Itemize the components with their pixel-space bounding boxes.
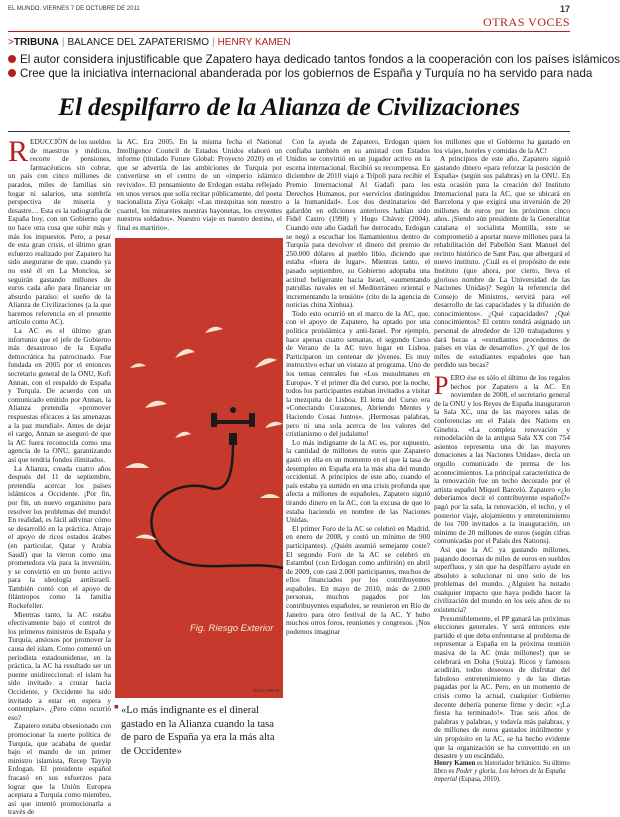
chevron-right-icon: > xyxy=(8,37,14,48)
paragraph: Zapatero estaba obsesionado con promocionar la suerte política de Turquía, que acababa de quedar bajo el mando de un primer ministro islamista, Recep Tayyip Erdogan. El presidente español fracasó en sus esfuerzos para lograr que la Unión Europea aceptara a Turquía como miembro, así que intentó promocionarla a través de xyxy=(8,721,111,817)
tribuna-topic: BALANCE DEL ZAPATERISMO xyxy=(67,37,209,48)
paragraph: los millones que el Gobierno ha gastado en los viajes, hoteles y comidas de la AC! xyxy=(434,137,570,155)
article-column-3 xyxy=(286,138,430,790)
separator: | xyxy=(61,37,65,48)
tribuna-row xyxy=(8,37,291,48)
headline-rule xyxy=(8,131,570,132)
paragraph-text: ERO ése es sólo el último de los regalos hechos por Zapatero a la AC. En noviembre de 2008, el secretario general de la ONU y los Reyes de España inauguraron la Sala XC, una de las mayores salas de conferencias en el Palais des Nations en Ginebra. «La completa renovación y remodelación de la antigua Sala XX con 754 asientos representa una de las mayores donaciones a las Naciones Unidas», decía un orgullo comunicado de prensa de los acontecimientos. La principal característica de la renovación fue un techo decorado por el artista español Miquel Barceló. Zapatero «¿lo deberíamos decir el contribuyente español?» pagó por la sala, la renovación, el techo, y el posterior viaje, alojamiento y entretenimiento de los 700 invitados a la inauguración, un mínimo de 20 millones de euros (según cifras comunicadas por el Palais des Nations). xyxy=(434,373,570,546)
paragraph: la AC. Era 2005. En la misma fecha el National Intelligence Council de Estados Unidos elaboró un informe (titulado Future Global: Proyecto 2020) en el que se advertía de las ambiciones de Turquía por convertirse en el centro de un «imperio islámico revivido». El pensamiento de Erdogan estaba reflejado en unos versos que solía recitar públicamente, del poeta nacionalista Ziya Gokalp: «Las mezquitas son nuestro cuartel, los minaretes nuestras bayonetas, los creyentes nuestros soldados». Nuestro viaje es nuestro destino, el final es martirio». xyxy=(117,137,282,232)
paragraph: La AC es el último gran infortunio que el jefe de Gobierno más desastroso de la España democrática ha patrocinado. Fue fundada en 2005 por el entonces secretario general de la ONU, Kofi Annan, con el respaldo de España y Turquía. De acuerdo con un comunicado emitido por Annan, la Alianza pretendía «promover respuestas eficaces a las amenazas a la paz mundial». Antes de dejar el cargo, Annan se aseguró de que la AC fuera reconocida como una agencia de la ONU, garantizando así que tendría fondos ilimitados. xyxy=(8,326,111,464)
paragraph: Presumiblemente, el PP ganará las próximas elecciones generales. Y será entonces este partido el que deba enfrentarse al problema de representar a España en la próxima reunión masiva de la AC (más millones!) que se celebrará en Doha (Suiza). Ricos y famosos acudirán, todos deseosos de disfrutar del fabuloso entretenimiento y de las dietas pagadas por la AC. Pero, en un momento de crisis como la actual, cualquier Gobierno decente debería ponerse firme y decir: «¡La fiesta ha terminado!». Tras seis años de palabras y palabras, y todavía más palabras, y de millones de euros gastados inútilmente y sin propósito en la AC, se ha hecho evidente que la organización se ha convertido en un desastre y un escándalo. xyxy=(434,613,570,761)
paragraph xyxy=(434,371,570,546)
separator: | xyxy=(211,37,215,48)
deck-text: Cree que la iniciativa internacional abanderada por los gobiernos de España y Turquía no ha servido para nada xyxy=(20,67,593,80)
header-rule xyxy=(8,31,570,32)
illustration-caption: Fig. Riesgo Exterior xyxy=(190,623,274,634)
date-line: EL MUNDO. VIERNES 7 DE OCTUBRE DE 2011 xyxy=(8,6,140,12)
bullet-icon xyxy=(8,69,16,77)
headline: El despilfarro de la Alianza de Civilizaciones xyxy=(58,92,520,121)
paragraph: El primer Foro de la AC se celebró en Madrid, en enero de 2008, y costó un mínimo de 900 participantes). ¿Quién asumió semejante coste? El segundo Foro de la AC se celebró en Estambul (con Erdogan como anfitrión) en abril de 2009, con casi 2.000 participantes, muchos de ellos financiados por los contribuyentes españoles. En mayo de 2010, más de 2.000 personas, muchos pagados por los contribuyentes españoles, se reunieron en Río de Janeiro para otro festival de la AC. Y hubo muchos otros foros, reuniones y congresos. ¡Nos podemos imaginar xyxy=(286,523,430,636)
bio-book: Poder y gloria. Los héroes de la España imperial xyxy=(434,768,566,783)
paragraph: A principios de este año, Zapatero siguió gastando dinero «para reforzar la posición de España» (según sus palabras) en la ONU. En esta ocasión para la creación del Instituto Internacional para la AC, que se ubicará en Barcelona y que exigirá una inversión de 20 millones de euros por los próximos cinco años. ¡Siendo aún presidente de la Generalitat catalana el socialista Montilla, este se comprometió a aportar nueve millones para la rehabilitación del Pabellón Sant Manuel del recinto histórico de Sant Pau, que albergará el nuevo instituto. ¿Cuál es el propósito de este Instituto (que ahora, por cierto, lleva el glorioso nombre de La Universidad de las Naciones Unidas)? Según la referencia del Consejo de Ministros, servirá para «el desarrollo de las capacidades y la difusión de conocimientos». ¿Qué capacidades? ¿Qué conocimientos? El centro tendrá asignado un personal de alrededor de 120 trabajadores y dará becas a «estudiantes procedentes de países en vías de desarrollo». ¿Y qué de los miles de estudiantes españoles que han perdido sus becas? xyxy=(434,154,570,370)
drop-cap: R xyxy=(8,135,29,168)
paragraph: Lo más indignante de la AC es, por supuesto, la cantidad de millones de euros que Zapatero gastó en ella en un momento en el que la tasa de desempleo en España era la más alta del mundo occidental. A principios de este año, cuando el país estaba ya sumido en una crisis profunda que afecta a millones de españoles, Zapatero siguió tirando dinero en la AC, con la excusa de que lo estaba haciendo en nombre de las Naciones Unidas. xyxy=(286,437,430,525)
bio-tail: (Espasa, 2010). xyxy=(457,776,501,783)
section-name: OTRAS VOCES xyxy=(483,15,570,29)
deck-line xyxy=(8,67,592,80)
drop-cap: P xyxy=(434,371,449,401)
pull-quote-text: «Lo más indignante es el dineral gastado en la Alianza cuando la tasa de paro de España ya era la más alta de Occidente» xyxy=(121,705,275,757)
author-name: HENRY KAMEN xyxy=(217,37,291,48)
paragraph: Todo esto ocurrió en el marco de la AC, que, con el apoyo de Zapatero, ha optado por una política proislámica y anti-Israel. Por ejemplo, hace apenas cuatro semanas, el segundo Curso de Verano de la AC tuvo lugar en Lisboa. Participaron un centenar de jóvenes. Es muy instructivo echar un vistazo al programa. Uno de los temas centrales fue «Los musulmanes en Europa». Y el primer día del curso, por la noche, todos los participantes estaban invitados a visitar la mezquita de Lisboa. El lema del Curso era «Conectando Corazones, Abriendo Mentes y Haciendo Cosas Juntos». ¡Hermosas palabras, pero ni una sola acerca de los valores del cristianismo o del judaísmo! xyxy=(286,308,430,439)
paragraph-text: EDUCCIÓN de los sueldos de maestros y médicos, recorte de pensiones, farmacéuticos sin cobrar, un país con cinco millones de parados, miles de familias sin hogar ni salarios, una sombría perspectiva de miseria y desastre… Esta es la radiografía de España hoy, con un Gobierno que no hace otra cosa que subir más y más los impuestos. Pero, a pesar de esta gran crisis, el último gran esfuerzo realizado por Zapatero ha sido asegurarse de que, cuando ya no esté él en La Moncloa, se seguirán gastando millones de euros cada año para financiar un absurdo paraíso: el sueño de la Alianza de Civilizaciones (a la que haremos referencia en el presente artículo como AC). xyxy=(8,137,111,327)
article-column-4 xyxy=(434,137,570,761)
article-column-1 xyxy=(8,135,111,817)
paragraph: La Alianza, creada cuatro años después del 11 de septiembre, pretendía acercar los países islámicos a Occidente. ¡Por fin, por fin, un nuevo organismo para resolver los problemas del mundo! En realidad, es fácil adivinar cómo se desarrolló en la práctica. Atrajo el apoyo de ricos estados árabes (en particular, Qatar y Arabia Saudí) que la vieron como una prometedora vía para la inversión, y se convirtió en un frente activo para la ideología antiisraelí. También contó con el apoyo de filántropos como la familia Rockefeller. xyxy=(8,463,111,611)
paragraph xyxy=(8,135,111,327)
bio-name: Henry Kamen xyxy=(434,760,476,767)
bio-text: es historiador británico. Su último libro es xyxy=(434,760,570,775)
pull-quote xyxy=(114,700,285,790)
article-column-2 xyxy=(117,138,282,234)
quote-marker-icon: ▪ xyxy=(114,700,119,715)
page-number: 17 xyxy=(559,4,570,14)
deck-text: El autor considera injustificable que Zapatero haya dedicado tantos fondos a la cooperación con los países islámicos xyxy=(20,53,620,66)
deck-line xyxy=(8,53,620,66)
paragraph: Con la ayuda de Zapatero, Erdogan quien confiaba también en su amistad con Estados Unidos se convirtió en un jugador activo en la escena internacional. Recibió su recompensa. En diciembre de 2010 viajó a Trípoli para recibir el Premio Internacional Al Gadafi para los Derechos Humanos, por «servicios distinguidos a la humanidad». Los dos destinatarios del galardón en ediciones anteriores habían sido Fidel Castro (1998) y Hugo Chávez (2004). Cuando este año Gadafi fue derrocado, Erdogan se negó a escuchar los llamamientos dentro de Turquía para devolver el dinero del premio de 250.000 dólares al pueblo libio, diciendo que estaba «fuera de lugar». Mientras tanto, el pasado septiembre, su Gobierno adoptaba una actitud beligerante hacia Israel, «aumentando patrullas navales en el Mediterráneo oriental e incrementando la tensión» (cito de la agencia de noticias china Xinhua). xyxy=(286,137,430,310)
paragraph: Mientras tanto, la AC estaba efectivamente bajo el control de los primeros ministros de España y Turquía, ansiosos por promover la causa del islam. Como comentó un periodista estadounidense, en la práctica, la AC ha resultado ser un puente unidireccional: el islam ha sido invitado a cruzar hacia Occidente, y Occidente ha sido invitado a estar en espera y contemplar». ¿Pero cómo ocurrió eso? xyxy=(8,609,111,722)
tribuna-label: TRIBUNA xyxy=(13,37,59,48)
paragraph: Así que la AC ya gastando millones, pagando docenas de miles de euros en sueldos superfluos, y sin que ha despilfarro ayude en absoluto a solucionar ni uno solo de los problemas del mundo. ¿Alguien ha notado cualquier impacto que haya podido hacer la civilización del mundo en los seis años de su existencia? xyxy=(434,544,570,615)
bullet-icon xyxy=(8,55,16,63)
author-bio xyxy=(434,760,570,784)
illustration-credit: RAUL ARIAS xyxy=(253,688,280,693)
